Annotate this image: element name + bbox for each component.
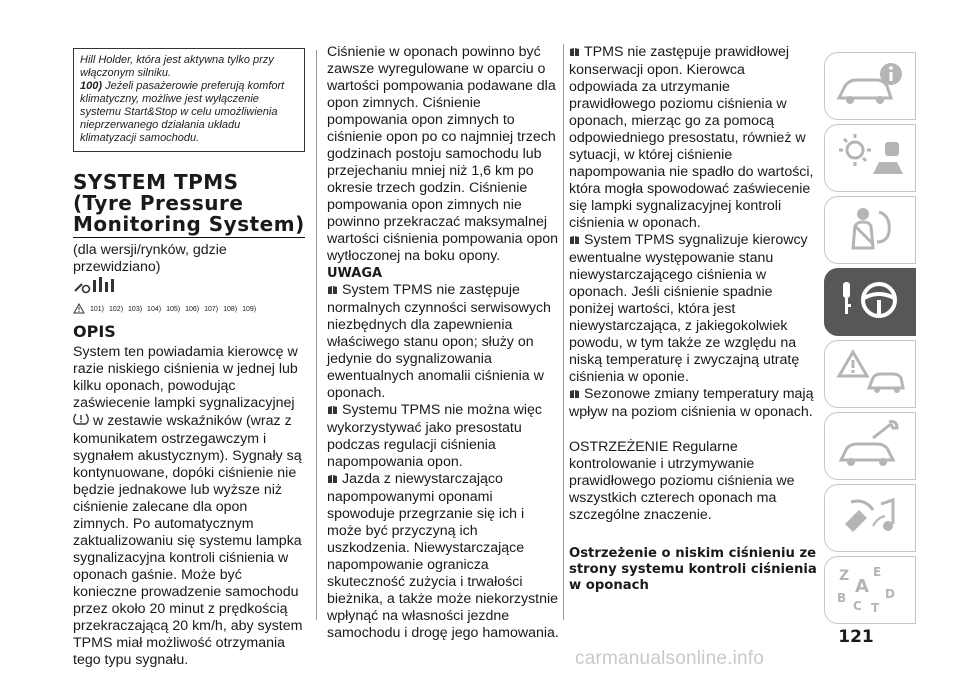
svg-text:A: A (855, 575, 869, 597)
tab-safety[interactable] (824, 196, 916, 264)
opis-text-1: System ten powiadamia kierowcę w razie niskiego ciśnienia w jednej lub kilku oponach, powodując zaświecenie lampki sygnalizacyjnej (73, 344, 298, 411)
book-icon (569, 45, 580, 62)
wrench-car-icon (833, 418, 907, 475)
variant-note: (dla wersji/rynków, gdzie przewidziano) (73, 242, 227, 275)
ref-item: 102) (109, 305, 124, 313)
tab-emergency[interactable] (824, 340, 916, 408)
seatbelt-airbag-icon (833, 202, 907, 259)
tab-car-info[interactable] (824, 52, 916, 120)
book-icon (327, 283, 338, 300)
alphabet-index-icon (833, 562, 907, 619)
col2-bullet (327, 471, 559, 642)
section-title: SYSTEM TPMS (Tyre Pressure Monitoring System) (73, 170, 305, 236)
tab-dashboard-lights[interactable] (824, 124, 916, 192)
key-steering-wheel-icon (833, 274, 907, 331)
col2-bullet-text: Jazda z niewystarczająco napompowanymi oponami spowoduje przegrzanie się ich i może być przyczyną ich uszkodzenia. Niewystarczające napompowanie ogranicza skuteczność zużycia i trwałości bieżnika, a także może niekorzystnie wpłynąć na własności jezdne samochodu i drogę jego hamowania. (327, 471, 559, 641)
book-icon (327, 403, 338, 420)
ref-item: 101) (90, 305, 105, 313)
column-left (73, 48, 305, 669)
opis-text-2-wrap (73, 412, 305, 669)
page-number: 121 (838, 627, 874, 647)
dashboard-lights-icon (833, 130, 907, 187)
col3-warning-text: OSTRZEŻENIE Regularne kontrolowanie i utrzymywanie prawidłowego poziomu ciśnienia we wszystkich czterech oponach ma szczególne znaczenie. (569, 439, 795, 523)
note-ref: 100) (80, 80, 103, 92)
col2-bullet (327, 282, 559, 402)
column-right (569, 44, 817, 594)
tab-multimedia[interactable] (824, 484, 916, 552)
car-info-icon (833, 58, 907, 115)
warning-refs (73, 303, 305, 315)
col2-bullet-text: Systemu TPMS nie można więc wykorzystywać jako presostatu podczas regulacji ciśnienia napompowania opon. (327, 402, 543, 470)
symbol-row (73, 278, 305, 300)
tab-starting-driving[interactable] (824, 268, 916, 336)
ref-item: 109) (242, 305, 257, 313)
col3-bullet (569, 232, 817, 386)
col3-bullet-text: TPMS nie zastępuje prawidłowej konserwacji opon. Kierowca odpowiada za utrzymanie prawidłowego poziomu ciśnienia w oponach, mierząc go za pomocą odpowiedniego presostatu, również w sytuacji, w której ciśnienie napompowania nie spadło do wartości, która mogła spowodować zaświecenie się lampki sygnalizacyjnej kontroli ciśnienia w oponach. (569, 44, 814, 231)
note-box (73, 48, 305, 152)
ref-item: 107) (204, 305, 219, 313)
col2-bullet-text: System TPMS nie zastępuje normalnych czynności serwisowych niezbędnych dla zapewnienia właściwego stanu opon; służy on jedynie do sygnalizowania ewentualnych anomalii ciśnienia w oponach. (327, 282, 551, 401)
ref-item: 106) (185, 305, 200, 313)
column-divider (316, 50, 317, 620)
tab-maintenance[interactable] (824, 412, 916, 480)
col2-bullet (327, 402, 559, 471)
tyre-pressure-icon (73, 412, 89, 431)
column-divider (563, 44, 564, 620)
col3-bullet-text: Sezonowe zmiany temperatury mają wpływ na poziom ciśnienia w oponach. (569, 386, 814, 420)
warning-car-icon (833, 346, 907, 403)
chapter-tabs (824, 52, 916, 628)
note-intro: Hill Holder, która jest aktywna tylko przy włączonym silniku. (80, 54, 274, 79)
ref-item: 104) (147, 305, 162, 313)
watermark: carmanualsonline.info (575, 648, 765, 669)
book-icon (569, 387, 580, 404)
ref-item: 105) (166, 305, 181, 313)
col3-bullet (569, 386, 817, 421)
svg-text:C: C (853, 598, 862, 613)
opis-title: OPIS (73, 322, 116, 341)
book-icon (327, 472, 338, 489)
satellite-music-icon (833, 490, 907, 547)
svg-text:B: B (837, 590, 847, 605)
col3-subheading: Ostrzeżenie o niskim ciśnieniu ze strony systemu kontroli ciśnienia w oponach (569, 546, 817, 593)
note-ref-text (80, 80, 298, 145)
electronics-icon (73, 275, 115, 300)
svg-text:Z: Z (839, 567, 850, 584)
col3-bullet (569, 44, 817, 232)
ref-item: 108) (223, 305, 238, 313)
svg-text:T: T (871, 600, 880, 614)
opis-text-2: w zestawie wskaźników (wraz z komunikatem ostrzegawczym i sygnałem akustycznym). Sygnały są kontynuowane, dopóki ciśnienie nie będzie jednakowe lub wyższe niż ciśnienie zalecane dla opon zimnych. Po automatycznym zaktualizowaniu się systemu lampka sygnalizacyjna kontroli ciśnienia w oponach gaśnie. Może być konieczne prowadzenie samochodu przez około 20 minut z prędkością przekraczającą 20 km/h, aby system TPMS miał możliwość otrzymania tego typu sygnału. (73, 413, 303, 668)
col2-intro: Ciśnienie w oponach powinno być zawsze wyregulowane w oparciu o wartości pompowania podawane dla opon zimnych. Ciśnienie pompowania opon zimnych to ciśnienie opon po co najmniej trzech godzinach postoju samochodu lub przejechaniu mniej niż 1,6 km po okresie trzech godzin. Ciśnienie pompowania opon zimnych nie powinno przekraczać maksymalnej wartości ciśnienia pompowania opon wytłoczonej na boku opony. (327, 44, 559, 264)
note-text: Jeżeli pasażerowie preferują komfort klimatyczny, możliwe jest wyłączenie systemu Start&Stop w celu umożliwienia nieprzerwanego działania układu klimatyzacji samochodu. (80, 80, 285, 144)
warning-triangle-icon (73, 303, 85, 316)
svg-text:E: E (873, 564, 882, 579)
col3-bullet-text: System TPMS sygnalizuje kierowcy ewentualne występowanie stanu niewystarczającego ciśnienia w oponach. Jeśli ciśnienie spadnie poniżej wartości, która jest niewystarczająca, z jakiegokolwiek powodu, w tym także ze względu na niską temperaturę i zwyczajną utratę ciśnienia w oponie. (569, 232, 808, 385)
ref-item: 103) (128, 305, 143, 313)
tab-index[interactable] (824, 556, 916, 624)
svg-text:D: D (885, 586, 895, 601)
uwaga-title: UWAGA (327, 266, 383, 281)
book-icon (569, 233, 580, 250)
column-middle (327, 44, 559, 642)
